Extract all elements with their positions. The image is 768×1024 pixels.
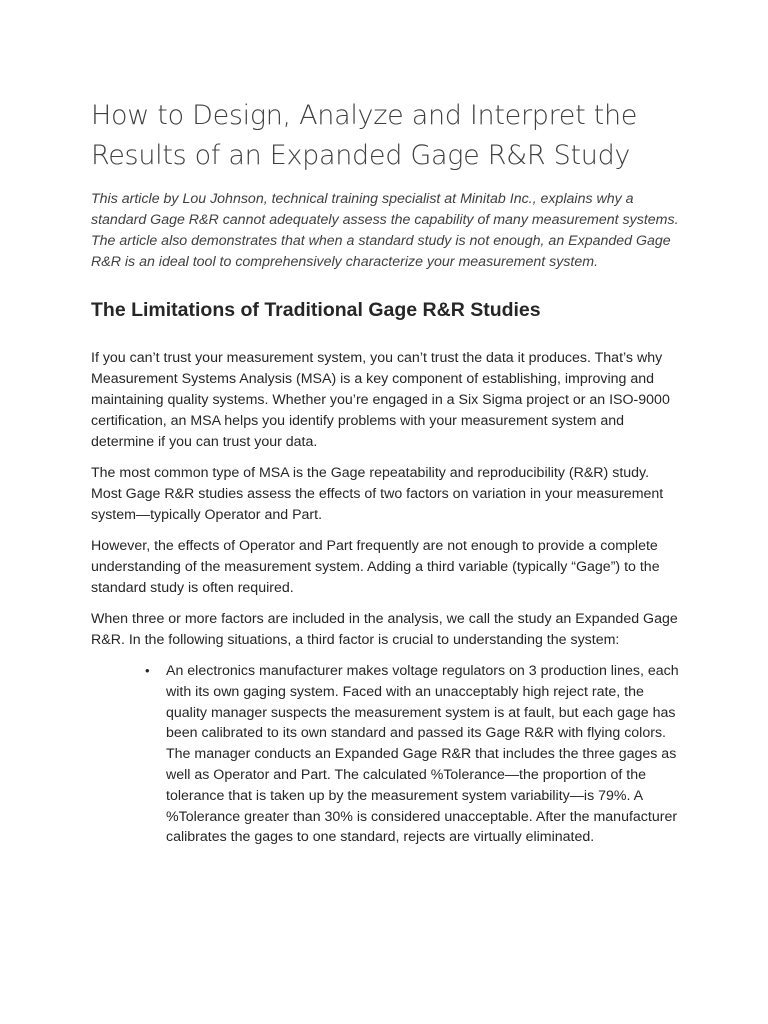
list-item [145,661,681,848]
bullet-list [91,661,681,848]
body-paragraph-3: However, the effects of Operator and Part frequently are not enough to provide a complete understanding of the measurement system. Adding a third variable (typically “Gage”) to the standard study is often required. [91,538,660,596]
document-title: How to Design, Analyze and Interpret the Results of an Expanded Gage R&R Study [91,100,638,171]
list-item-text: An electronics manufacturer makes voltage regulators on 3 production lines, each with its own gaging system. Faced with an unacceptably high reject rate, the quality manager suspects the measurement system is at fault, but each gage has been calibrated to its own standard and passed its Gage R&R with flying colors. The manager conducts an Expanded Gage R&R that includes the three gages as well as Operator and Part. The calculated %Tolerance—the proportion of the tolerance that is taken up by the measurement system variability—is 79%. A %Tolerance greater than 30% is considered unacceptable. After the manufacturer calibrates the gages to one standard, rejects are virtually eliminated. [166,663,679,846]
body-paragraph-1: If you can’t trust your measurement system, you can’t trust the data it produces. That’s why Measurement Systems Analysis (MSA) is a key component of establishing, improving and maintaining quality systems. Whether you’re engaged in a Six Sigma project or an ISO-9000 certification, an MSA helps you identify problems with your measurement system and determine if you can trust your data. [91,350,670,450]
body-paragraph-2: The most common type of MSA is the Gage repeatability and reproducibility (R&R) study. Most Gage R&R studies assess the effects of two factors on variation in your measurement system—typically Operator and Part. [91,465,664,523]
bullet-icon: • [145,663,150,678]
section-heading: The Limitations of Traditional Gage R&R Studies [91,299,541,321]
intro-paragraph: This article by Lou Johnson, technical training specialist at Minitab Inc., explains why a standard Gage R&R cannot adequately assess the capability of many measurement systems. The article also demonstrates that when a standard study is not enough, an Expanded Gage R&R is an ideal tool to comprehensively characterize your measurement system. [91,191,679,270]
body-paragraph-4: When three or more factors are included in the analysis, we call the study an Expanded Gage R&R. In the following situations, a third factor is crucial to understanding the system: [91,611,678,648]
document-page [91,96,681,848]
